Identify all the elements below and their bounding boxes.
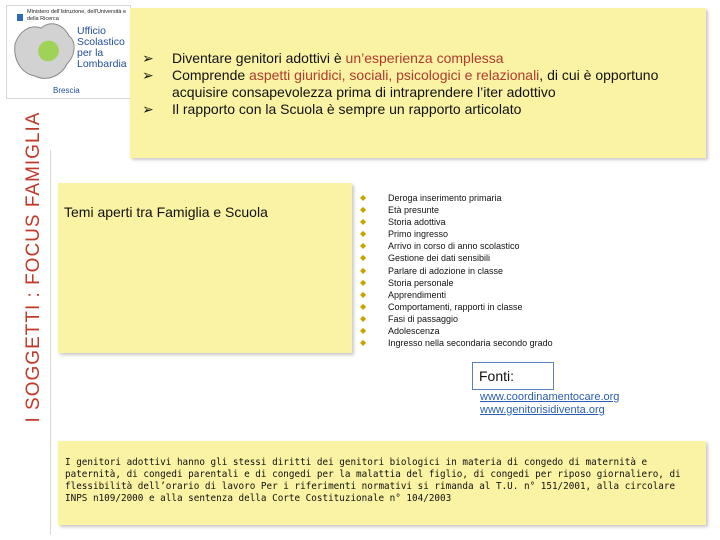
diamond-bullet-icon: ◆ bbox=[360, 301, 367, 311]
topic-text: Apprendimenti bbox=[388, 289, 447, 300]
topic-item bbox=[360, 313, 660, 325]
diamond-bullet-icon: ◆ bbox=[360, 338, 367, 348]
diamond-bullet-icon: ◆ bbox=[360, 253, 367, 263]
sources-label: Fonti: bbox=[479, 368, 515, 384]
topic-text: Gestione dei dati sensibili bbox=[388, 253, 491, 264]
arrow-bullet-icon: ➢ bbox=[142, 67, 154, 83]
topic-text: Ingresso nella secondaria secondo grado bbox=[388, 338, 553, 349]
intro-point-text: Diventare genitori adottivi è bbox=[172, 50, 346, 66]
intro-point bbox=[140, 101, 700, 118]
footer-box bbox=[58, 441, 706, 525]
topic-item bbox=[360, 265, 660, 277]
diamond-bullet-icon: ◆ bbox=[360, 313, 367, 323]
topic-item bbox=[360, 337, 660, 349]
diamond-bullet-icon: ◆ bbox=[360, 241, 367, 251]
side-title-text: I SOGGETTI : FOCUS FAMIGLIA bbox=[23, 111, 44, 423]
arrow-bullet-icon: ➢ bbox=[142, 101, 154, 117]
side-divider bbox=[50, 150, 51, 535]
city-label: Brescia bbox=[53, 86, 80, 95]
diamond-bullet-icon: ◆ bbox=[360, 229, 367, 239]
intro-point-text: , di cui è opportuno acquisire consapevolezza prima di intraprendere l’iter adottivo bbox=[172, 67, 659, 100]
topic-item bbox=[360, 216, 660, 228]
source-link[interactable]: www.coordinamentocare.org bbox=[480, 391, 620, 403]
topic-item bbox=[360, 289, 660, 301]
diamond-bullet-icon: ◆ bbox=[360, 265, 367, 275]
intro-point-text: aspetti giuridici, sociali, psicologici e relazionali bbox=[249, 67, 540, 83]
topic-text: Arrivo in corso di anno scolastico bbox=[388, 241, 520, 252]
topic-item bbox=[360, 252, 660, 264]
office-label: Ufficio Scolastico per la Lombardia bbox=[77, 25, 127, 70]
themes-title: Temi aperti tra Famiglia e Scuola bbox=[64, 204, 268, 220]
topic-item bbox=[360, 228, 660, 240]
topic-text: Comportamenti, rapporti in classe bbox=[388, 301, 523, 312]
topic-item bbox=[360, 204, 660, 216]
topic-text: Primo ingresso bbox=[388, 229, 449, 240]
topic-text: Storia personale bbox=[388, 277, 454, 288]
source-link[interactable]: www.genitorisidiventa.org bbox=[480, 404, 605, 416]
topic-text: Adolescenza bbox=[388, 326, 440, 337]
sources-links bbox=[480, 391, 619, 417]
themes-box bbox=[58, 183, 352, 353]
topic-text: Deroga inserimento primaria bbox=[388, 193, 502, 203]
intro-point bbox=[140, 50, 700, 67]
intro-point-text: un’esperienza complessa bbox=[345, 50, 504, 66]
topic-text: Parlare di adozione in classe bbox=[388, 265, 504, 276]
topic-item bbox=[360, 301, 660, 313]
topic-item bbox=[360, 325, 660, 337]
topic-text: Storia adottiva bbox=[388, 217, 446, 228]
intro-box bbox=[130, 8, 706, 158]
sources-box bbox=[472, 362, 554, 390]
intro-point-text: Comprende bbox=[172, 67, 250, 83]
topic-item bbox=[360, 192, 660, 204]
diamond-bullet-icon: ◆ bbox=[360, 277, 367, 287]
diamond-bullet-icon: ◆ bbox=[360, 205, 367, 215]
diamond-bullet-icon: ◆ bbox=[360, 289, 367, 299]
intro-point bbox=[140, 67, 700, 101]
diamond-bullet-icon: ◆ bbox=[360, 217, 367, 227]
topic-item bbox=[360, 277, 660, 289]
topic-item bbox=[360, 240, 660, 252]
topics-list bbox=[360, 192, 660, 349]
diamond-bullet-icon: ◆ bbox=[360, 193, 367, 202]
topic-text: Età presunte bbox=[388, 205, 440, 216]
footer-text: I genitori adottivi hanno gli stessi diritti dei genitori biologici in materia di congedo di maternità e paternità, di congedi parentali e di congedi per la malattia del figlio, di congedi per riposo giornaliero, di flessibilità dell’orario di lavoro Per i riferimenti normativi si rimanda al T.U. n° 151/2001, alla circolare INPS n109/2000 e alla sentenza della Corte Costituzionale n° 104/2003 bbox=[65, 457, 681, 504]
logo bbox=[6, 5, 131, 99]
arrow-bullet-icon: ➢ bbox=[142, 50, 154, 66]
topic-text: Fasi di passaggio bbox=[388, 313, 459, 324]
intro-point-text: Il rapporto con la Scuola è sempre un rapporto articolato bbox=[172, 101, 522, 117]
ministry-label: Ministero dell'Istruzione, dell'Università e della Ricerca bbox=[27, 9, 127, 22]
intro-list bbox=[140, 50, 700, 118]
diamond-bullet-icon: ◆ bbox=[360, 326, 367, 336]
